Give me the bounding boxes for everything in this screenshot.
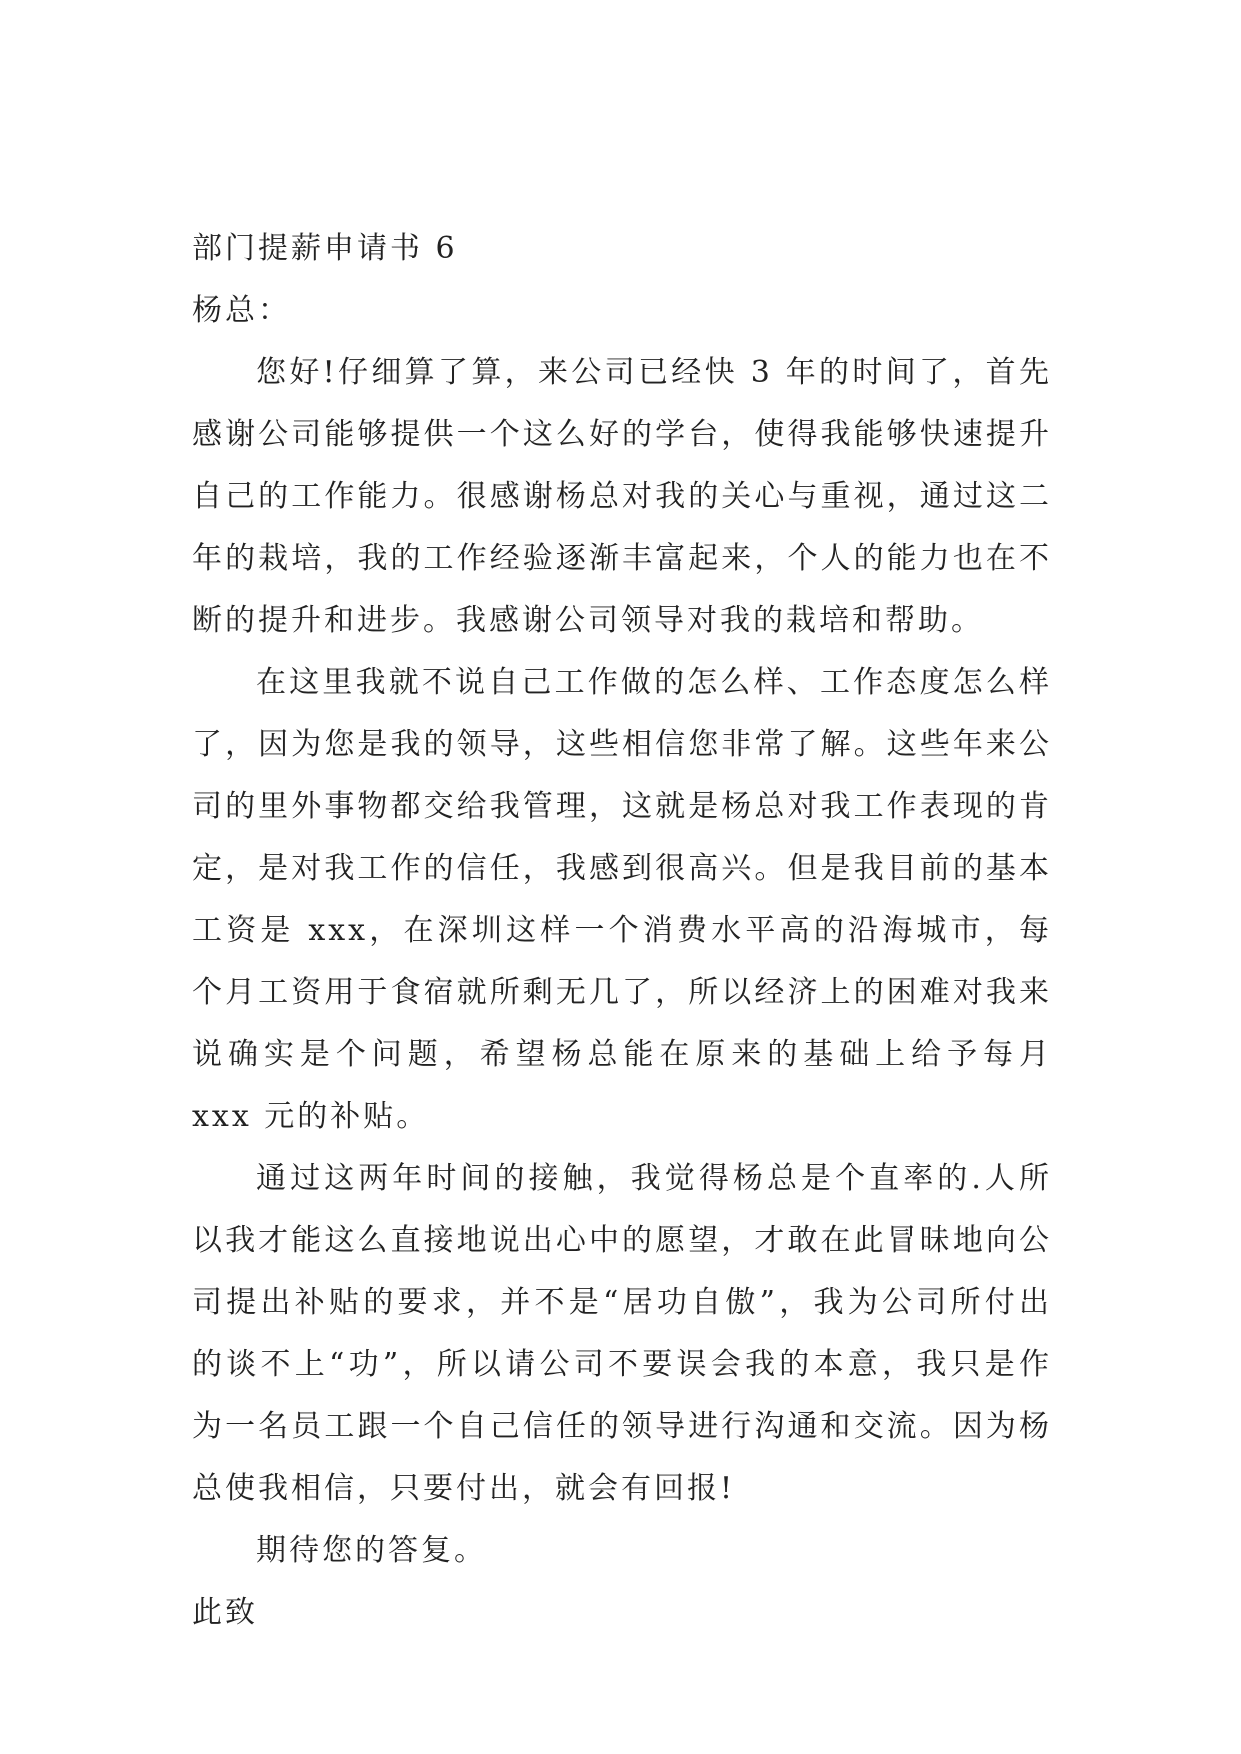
closing: 此致 (192, 1595, 258, 1630)
body-paragraph: 通过这两年时间的接触，我觉得杨总是个直率的.人所以我才能这么直接地说出心中的愿望，才敢在此冒昧地向公司提出补贴的要求，并不是“居功自傲”，我为公司所付出的谈不上“功”，所以请公司不要误会我的本意，我只是作为一名员工跟一个自己信任的领导进行沟通和交流。因为杨总使我相信，只要付出，就会有回报! (192, 1161, 1052, 1506)
document-title: 部门提薪申请书 6 (192, 231, 458, 266)
body-paragraph: 在这里我就不说自己工作做的怎么样、工作态度怎么样了，因为您是我的领导，这些相信您非常了解。这些年来公司的里外事物都交给我管理，这就是杨总对我工作表现的肯定，是对我工作的信任，我感到很高兴。但是我目前的基本工资是 xxx，在深圳这样一个消费水平高的沿海城市，每个月工资用于食宿就所剩无几了，所以经济上的困难对我来说确实是个问题，希望杨总能在原来的基础上给予每月 xxx 元的补贴。 (192, 665, 1052, 1134)
salutation: 杨总： (192, 293, 291, 328)
body-paragraph: 期待您的答复。 (256, 1533, 487, 1568)
document-body (192, 218, 1052, 1644)
body-paragraph: 您好!仔细算了算，来公司已经快 3 年的时间了，首先感谢公司能够提供一个这么好的学台，使得我能够快速提升自己的工作能力。很感谢杨总对我的关心与重视，通过这二年的栽培，我的工作经验逐渐丰富起来，个人的能力也在不断的提升和进步。我感谢公司领导对我的栽培和帮助。 (192, 355, 1052, 638)
